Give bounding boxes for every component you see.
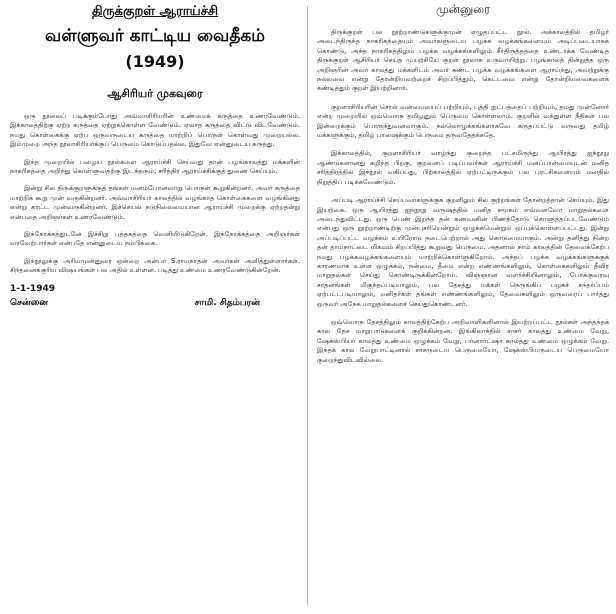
preface-paragraph-3: இன்று சில திருக்குறளுக்குத் தங்கள் மனம்போனவாறு பொருள் கூறுகின்றனர். அவர் கருத்தை மாற்றிக் கூறு முன் வருகின்றனர். அவ்வாசிரியர் காலத்தில் வழங்காத கொள்கைகளை வழங்கினது என்று காட்ட முன்வருகின்றனர். இச்செயல் நடுநிலைமையான ஆராய்ச்சி முறைக்கு ஏற்றதன்று என்பதை அறிஞர்கள் உணரவேண்டும். <box>10 184 300 221</box>
signature-date: 1-1-1949 <box>10 283 56 294</box>
introduction-heading: முன்னுரை <box>435 2 491 16</box>
book-title: வள்ளுவர் காட்டிய வைதீகம் <box>45 26 265 46</box>
publication-year: (1949) <box>125 52 185 71</box>
signature-place: சென்னை <box>10 297 48 308</box>
signature-author: சாமி. சிதம்பரன் <box>194 297 260 308</box>
left-column <box>10 2 300 309</box>
intro-paragraph-4: அப்படி ஆராய்ச்சி செய்பவர்களுக்குக் குறளிலும் சில குற்றங்கள் தோன்றத்தான் செய்யும். இது இயற்கை. ஒரு ஆயிரத்து ஐந்நூறு வருஷத்தில் மனித சமூகம் எவ்வளவோ மாறுதல்களை அடைந்துவிட்டது. ஒரு பெண் இறந்த தன் கணவனின் பிணத்தோடு கொளுத்தப்படவேண்டும் என்பது ஒரு நூற்றாண்டிற்கு முன்புசரியென்றும் ஒழுக்கமென்றும் ஒப்புக்கொள்ளப்பட்டது. இன்று அப்படிப்பட்ட வழக்கம் உயிரோடு நடைபெற்றால் அது கொடுமையாகும். அன்று தனித்து நின்ற தன் தாய்நாட்டை மிகவும் சிறப்பித்து கூறுவது பெருமை. அதனால் நாம் காலத்தின் தேவைக்கேற்ப நமது பழக்கவழக்கங்களையும் மாற்றிக்கொள்ளுகிறோம். அந்தப் பழக்க வழக்கங்களுக்குக் காரணமாக உள்ள ஒழுக்கம், நன்மை, தீமை என்ற எண்ணங்களிலும், கொள்கைகளிலும் தீவிர மாறுதல்கள் செய்து கொண்டிருக்கின்றோம். விஞ்ஞான வளர்ச்சியினாலும், போக்குவரவு சாதனங்கள் மிகுந்தப்படியாலும், பல தேசத்து மக்கள் நெருங்கிப் பழகச் சந்தர்ப்பம் ஏற்பட்டபடியாலும், மனிதர்கள் தங்கள் எண்ணங்களிலும், தேவைகளிலும் ஒருவரைப் பார்த்து ஒருவர் அநேக மாறுதல்களைச் செய்துகொண்டனர். <box>317 196 609 308</box>
preface-paragraph-5: இந்நூலுக்கு அரியமுன்னுரை ஒன்றை அன்பர் S.ராமநாதன் அவர்கள் அளித்துள்ளார்கள். சிந்தனைக்குரிய விஷயங்கள் பல அதில் உள்ளன. படித்து உண்மை உணரவேண்டுகின்றேன். <box>10 256 300 275</box>
intro-paragraph-5: ஒவ்வொரு தேசத்திலும் காலத்திற்கேற்ப அறிவாளிகளினால் இயற்றப்பட்ட நூல்கள் அந்தந்தக் கால தேச மாறுபாடுகளைக் குறிக்கின்றன. இங்கிலாந்தில் சாசர் காலத்து உண்மை வேறு, ஷேக்ஸ்பியர் காலத்து உண்மை ஒழுக்கம் வேறு, பர்னார்ட்ஷா காலத்து உண்மை ஒழுக்கம் வேறு. இந்தக் கால வேறுபாட்டினால் சாசருடைய பெருமையோ, ஷேக்ஸ்பியருடைய பெருமையோ குறைந்துவிடவில்லை. <box>317 317 609 364</box>
preface-paragraph-4: இந்நோக்கத்துடனே இச்சிறு புத்தகத்தை வெளியிடுகிறேன். இந்நோக்கத்தை அறிஞர்கள் வரவேற்பார்கள் என்பதே என்னுடைய நம்பிக்கை. <box>10 230 300 248</box>
author-preface-heading: ஆசிரியர் முகவுரை <box>107 87 203 100</box>
intro-paragraph-3: இக்காலத்தில், குறளாசிரியர் வாழ்ந்து குறைந்த பட்சமிருந்து ஆயிரத்து ஐந்நூறு ஆண்டுகளானது கழிந்த பிறகு, குறளைப் படிப்பவர்கள் ஆராய்ச்சி மனப்பான்மையுடன் மனித சரித்திரத்தில் இந்நூல் வகிப்பது, பிற்காலத்தில் ஏற்பட்டிருக்கும் பல புரட்சிகளையும் மனதில் நிறுத்திப் படிக்கவேண்டும். <box>317 149 609 186</box>
preface-paragraph-1: ஒரு நூலைப் படிக்கும்போது அவ்வாசிரியரின் உண்மைக் கருத்தை உணரவேண்டும். இக்காலத்திற்கு ஏற்ற கருத்தை ஏற்றுக்கொள்ள வேண்டும். ஏலாத கருத்தை விட்டு விடவேண்டும். நமது கொள்கைக்கு ஏற்ப ஒருவருடைய கருத்தை மாற்றிப் பொருள் கொள்வது முறையல்ல. இம்முறை அந்த நூலாசிரியர்க்குப் பெருமை கொடுப்பதல்ல. இதுவே என்னுடைய கருத்து. <box>10 112 300 149</box>
intro-paragraph-2: குறளாசிரியரின் சொல் வன்மையைப் பற்றியும், புத்தி நுட்பத்தைப் பற்றியும், தமது முன்னோர் என்ற முறையில் ஒவ்வொரு தமிழனும் பெருமை கொள்ளலாம். குறளில் வந்துள்ள நீதிகள் பல இன்றைக்கும் பொருந்துவனவாகும். நல்லொழுக்கங்களாகவே கருதப்பட்டு வருவது தமிழ் மக்களுக்கும், தமிழ் பாஷைக்கும் பெருமை தருவதேதக்கதே. <box>317 102 609 140</box>
preface-paragraph-2: இந்த முறையில் பழைய நூல்களை ஆராய்ச்சி செய்வது தான் பழங்காலத்து மக்களின் நாகரிகத்தை அறிந்து கொள்ளுவதற்கு இடந்தரும்; சரித்திர ஆராய்ச்சிக்குத் துணை செய்யும். <box>10 157 300 176</box>
intro-paragraph-1: திருக்குறள் பல நூற்றாண்டுகளுக்குமுன் எழுதப்பட்ட நூல். அக்காலத்தில் தமிழர் அடைந்திருந்த நாகரிகத்தையும் அவர்களுடைய பழக்க வழக்கங்களையும் அடிப்படையாகக் கொண்டு, அந்த நாகரிகத்திலும் பழக்க வழக்கங்களிலும் சீர்திருத்தத்தை உண்டாக்க வேண்டித் திருக்குறள் ஆசிரியர் செய்த முயற்சியே குறள் நூலாக உருவாயிற்று. பழங்காலத் தின்றுத்த ஒரு அறிஞரின் அவர் காலத்து மக்களிடம் அவர் கண்ட பழக்க வழக்கங்களை ஆராய்ந்து, அவற்றுக்கு நல்லவை என்று தோன்றியவற்றைச் சிறப்பித்தும், கெட்டவை என்று தோன்றியவைகளைக் கண்டித்தும் குறள் இயற்றினார். <box>317 28 609 93</box>
right-column <box>317 2 609 374</box>
column-divider <box>307 6 308 606</box>
series-title: திருக்குறள் ஆராய்ச்சி <box>91 4 219 19</box>
signature-line <box>10 298 300 309</box>
